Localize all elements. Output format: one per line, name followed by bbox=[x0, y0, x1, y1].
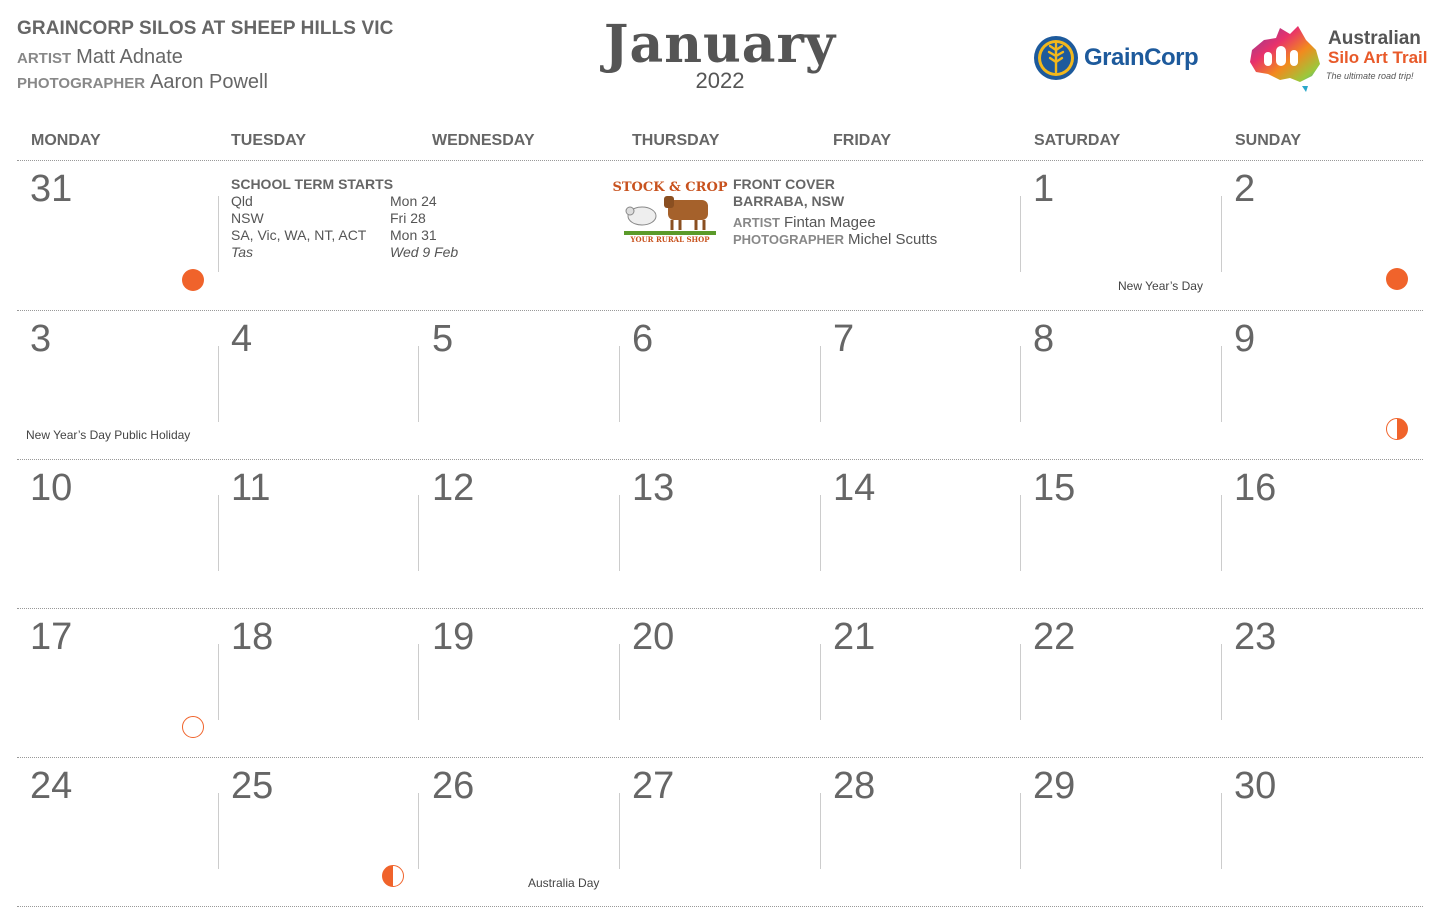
day-number: 29 bbox=[1033, 765, 1076, 807]
day-number: 12 bbox=[432, 467, 475, 509]
page-title: GRAINCORP SILOS AT SHEEP HILLS VIC bbox=[17, 18, 394, 39]
weekday-tuesday: TUESDAY bbox=[231, 132, 306, 149]
day-number: 14 bbox=[833, 467, 876, 509]
term-date: Wed 9 Feb bbox=[390, 244, 459, 260]
day-number: 17 bbox=[30, 616, 73, 658]
day-separator bbox=[619, 644, 620, 720]
day-number: 5 bbox=[432, 318, 454, 360]
silo-art-trail-logo bbox=[1246, 20, 1431, 96]
stock-crop-line1: STOCK & CROP bbox=[612, 180, 728, 195]
full-moon-icon bbox=[182, 269, 204, 291]
day-number: 20 bbox=[632, 616, 675, 658]
day-separator bbox=[619, 793, 620, 869]
photographer-name: Michel Scutts bbox=[848, 231, 938, 248]
day-number: 7 bbox=[833, 318, 855, 360]
weekday-sunday: SUNDAY bbox=[1235, 132, 1302, 149]
weekday-wednesday: WEDNESDAY bbox=[432, 132, 535, 149]
day-number: 10 bbox=[30, 467, 73, 509]
day-separator bbox=[1221, 495, 1222, 571]
day-number: 24 bbox=[30, 765, 73, 807]
day-separator bbox=[619, 346, 620, 422]
day-separator bbox=[218, 793, 219, 869]
last-quarter-moon-icon bbox=[382, 865, 404, 887]
graincorp-logo bbox=[1032, 34, 1199, 82]
artist-credit bbox=[17, 46, 183, 69]
day-number: 1 bbox=[1033, 168, 1055, 210]
week-divider bbox=[17, 608, 1423, 609]
day-number: 18 bbox=[231, 616, 274, 658]
week-divider bbox=[17, 310, 1423, 311]
photographer-credit bbox=[17, 71, 268, 94]
day-separator bbox=[1221, 644, 1222, 720]
week-divider bbox=[17, 459, 1423, 460]
day-number: 8 bbox=[1033, 318, 1055, 360]
day-number: 28 bbox=[833, 765, 876, 807]
day-number: 6 bbox=[632, 318, 654, 360]
holiday-label: New Year’s Day bbox=[1118, 279, 1203, 293]
day-separator bbox=[218, 495, 219, 571]
day-number: 27 bbox=[632, 765, 675, 807]
holiday-label: Australia Day bbox=[528, 876, 600, 890]
silo-art-trail-line2: Silo Art Trail bbox=[1328, 48, 1428, 67]
stock-crop-emblem-icon bbox=[612, 176, 728, 244]
weekday-saturday: SATURDAY bbox=[1034, 132, 1121, 149]
term-state: SA, Vic, WA, NT, ACT bbox=[231, 227, 367, 243]
day-separator bbox=[218, 644, 219, 720]
day-number: 31 bbox=[30, 168, 73, 210]
term-date: Mon 24 bbox=[390, 193, 437, 209]
day-number: 2 bbox=[1234, 168, 1256, 210]
day-separator bbox=[1020, 793, 1021, 869]
day-separator bbox=[418, 644, 419, 720]
day-number: 11 bbox=[231, 467, 271, 509]
week-divider bbox=[17, 906, 1423, 907]
front-cover-artist bbox=[733, 214, 876, 231]
term-state: Qld bbox=[231, 193, 253, 209]
term-date: Fri 28 bbox=[390, 210, 426, 226]
school-term-title: SCHOOL TERM STARTS bbox=[231, 176, 394, 192]
day-separator bbox=[418, 495, 419, 571]
holiday-label: New Year’s Day Public Holiday bbox=[26, 428, 191, 442]
artist-label: ARTIST bbox=[733, 215, 780, 230]
australia-map-icon bbox=[1246, 20, 1326, 96]
day-separator bbox=[1020, 495, 1021, 571]
day-number: 3 bbox=[30, 318, 52, 360]
artist-name: Fintan Magee bbox=[783, 214, 876, 231]
term-date: Mon 31 bbox=[390, 227, 437, 243]
stock-and-crop-logo bbox=[612, 176, 728, 244]
silo-art-trail-tagline: The ultimate road trip! bbox=[1326, 71, 1414, 81]
day-number: 13 bbox=[632, 467, 675, 509]
day-number: 19 bbox=[432, 616, 475, 658]
day-number: 22 bbox=[1033, 616, 1076, 658]
photographer-label: PHOTOGRAPHER bbox=[733, 232, 844, 247]
weekday-monday: MONDAY bbox=[31, 132, 101, 149]
day-separator bbox=[1020, 196, 1021, 272]
day-separator bbox=[820, 793, 821, 869]
weekday-friday: FRIDAY bbox=[833, 132, 892, 149]
first-quarter-moon-icon bbox=[1386, 418, 1408, 440]
day-separator bbox=[1221, 793, 1222, 869]
day-number: 25 bbox=[231, 765, 274, 807]
term-state: NSW bbox=[231, 210, 264, 226]
stock-crop-line2: YOUR RURAL SHOP bbox=[630, 235, 710, 244]
day-separator bbox=[418, 793, 419, 869]
day-separator bbox=[619, 495, 620, 571]
photographer-label: PHOTOGRAPHER bbox=[17, 75, 146, 92]
graincorp-wordmark: GrainCorp bbox=[1084, 44, 1199, 71]
day-number: 15 bbox=[1033, 467, 1076, 509]
day-number: 16 bbox=[1234, 467, 1277, 509]
day-separator bbox=[418, 346, 419, 422]
month-title: January bbox=[603, 14, 837, 75]
day-separator bbox=[1221, 346, 1222, 422]
day-number: 21 bbox=[833, 616, 876, 658]
day-separator bbox=[820, 495, 821, 571]
week-divider bbox=[17, 160, 1423, 161]
weekday-thursday: THURSDAY bbox=[632, 132, 720, 149]
artist-name: Matt Adnate bbox=[76, 46, 183, 68]
day-separator bbox=[820, 644, 821, 720]
day-number: 4 bbox=[231, 318, 253, 360]
full-moon-icon bbox=[1386, 268, 1408, 290]
silo-art-trail-line1: Australian bbox=[1328, 28, 1421, 49]
day-number: 30 bbox=[1234, 765, 1277, 807]
day-number: 23 bbox=[1234, 616, 1277, 658]
front-cover-location: BARRABA, NSW bbox=[733, 193, 845, 209]
week-divider bbox=[17, 757, 1423, 758]
day-separator bbox=[1020, 346, 1021, 422]
day-separator bbox=[820, 346, 821, 422]
day-separator bbox=[218, 196, 219, 272]
year-label: 2022 bbox=[695, 68, 745, 93]
graincorp-emblem-icon bbox=[1032, 34, 1080, 82]
day-separator bbox=[1020, 644, 1021, 720]
artist-label: ARTIST bbox=[17, 50, 72, 67]
term-state: Tas bbox=[231, 244, 254, 260]
front-cover-title: FRONT COVER bbox=[733, 176, 835, 192]
day-number: 26 bbox=[432, 765, 475, 807]
day-separator bbox=[1221, 196, 1222, 272]
photographer-name: Aaron Powell bbox=[150, 71, 268, 93]
front-cover-photographer bbox=[733, 231, 937, 248]
day-separator bbox=[218, 346, 219, 422]
new-moon-icon bbox=[182, 716, 204, 738]
day-number: 9 bbox=[1234, 318, 1256, 360]
